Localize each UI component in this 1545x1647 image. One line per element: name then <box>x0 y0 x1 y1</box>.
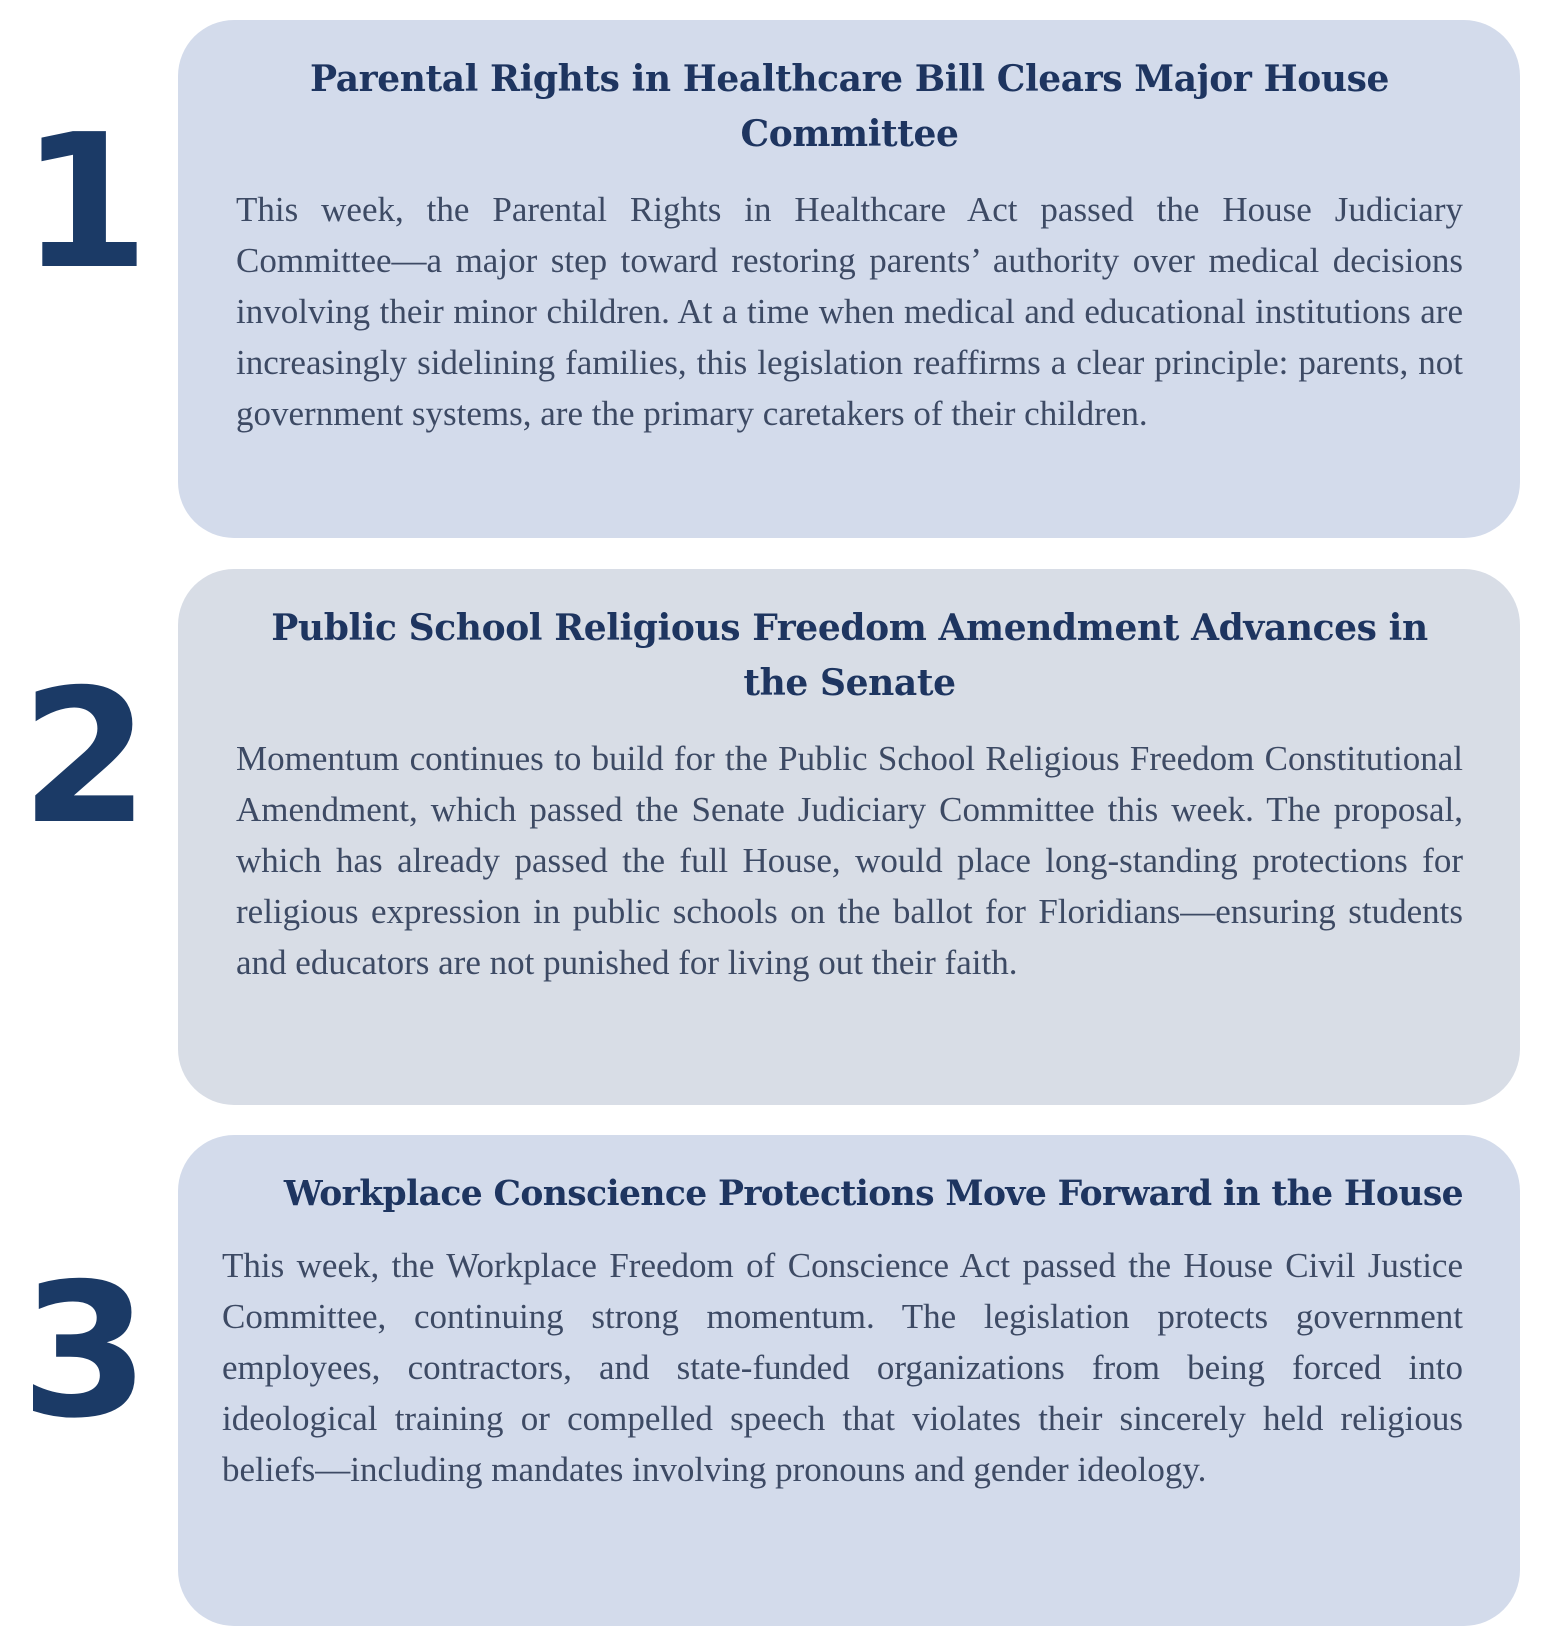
news-card <box>178 20 1520 538</box>
headline: Public School Religious Freedom Amendment Advances in the Senate <box>271 607 1428 704</box>
body-text: Momentum continues to build for the Public School Religious Freedom Constitutional Amendment, which passed the Senate Judiciary Committee this week. The proposal, which has already passed the full House, would place long-standing protections for religious expression in public schools on the ballot for Floridians—ensuring students and educators are not punished for living out their faith. <box>236 739 1463 982</box>
headline: Workplace Conscience Protections Move Forward in the House <box>283 1174 1463 1214</box>
item-number: 2 <box>20 649 150 865</box>
news-item-2 <box>0 569 1545 1105</box>
news-item-1 <box>0 20 1545 538</box>
news-card <box>178 569 1520 1105</box>
item-number: 3 <box>20 1243 150 1459</box>
news-item-3 <box>0 1135 1545 1626</box>
item-number: 1 <box>20 94 150 310</box>
headline: Parental Rights in Healthcare Bill Clears Major House Committee <box>310 58 1389 155</box>
body-text: This week, the Workplace Freedom of Conscience Act passed the House Civil Justice Committee, continuing strong momentum. The legislation protects government employees, contractors, and state-funded organizations from being forced into ideological training or compelled speech that violates their sincerely held religious beliefs—including mandates involving pronouns and gender ideology. <box>222 1246 1463 1489</box>
body-text: This week, the Parental Rights in Healthcare Act passed the House Judiciary Committee—a major step toward restoring parents’ authority over medical decisions involving their minor children. At a time when medical and educational institutions are increasingly sidelining families, this legislation reaffirms a clear principle: parents, not government systems, are the primary caretakers of their children. <box>236 190 1463 433</box>
news-card <box>178 1135 1520 1626</box>
